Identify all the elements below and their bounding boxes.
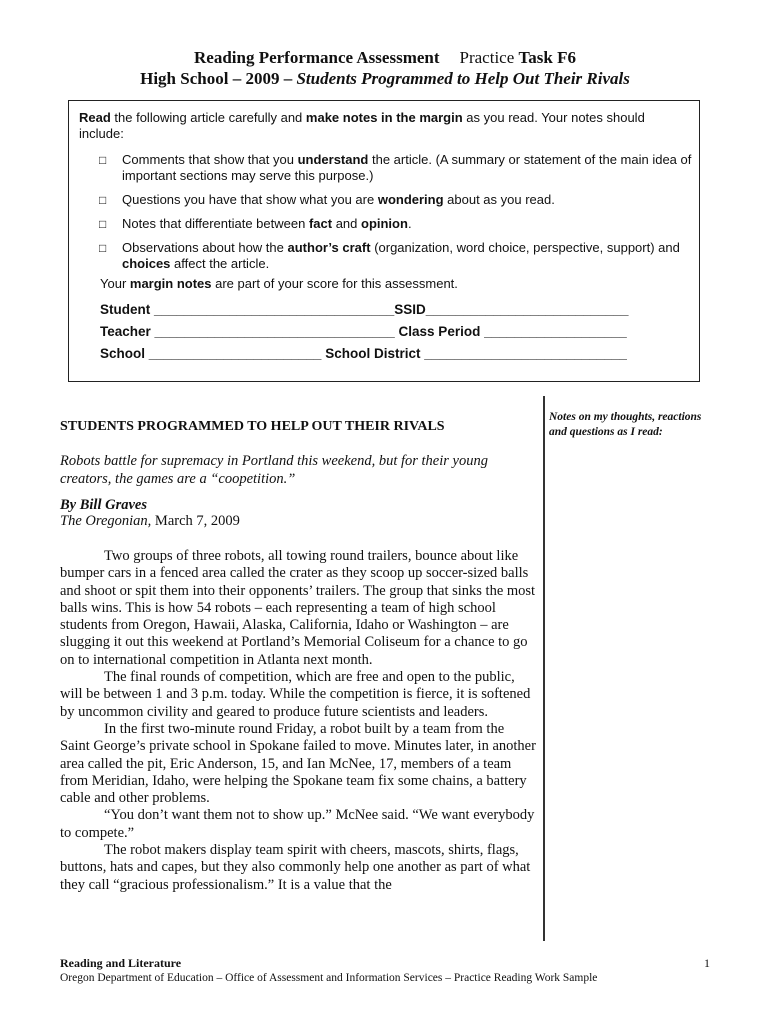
footer-department: Oregon Department of Education – Office of Assessment and Information Services – Practice Reading Work Sample (60, 972, 598, 984)
instructions-box: Read the following article carefully and make notes in the margin as you read. Your notes should include: □ Comments that show that you understand the article. (A summary or statement of the main idea of important sections may serve this purpose.) □ Questions you have that show what you are wondering about as you read. □ Notes that differentiate between fact and opinion. □ Observations about how the author’s craft (organization, word choice, perspective, support) and choices affect the article. Your margin notes are part of your score for this assessment. Student ________________________________SSID___________________________ Teacher ________________________________ Class Period ___________________ School _______________________ School District ___________________________ (68, 100, 700, 382)
task-label: Task F6 (518, 48, 576, 67)
article-byline: By Bill Graves (60, 497, 147, 513)
publication-name: The Oregonian, (60, 513, 152, 529)
article-paragraph: The final rounds of competition, which are free and open to the public, will be between 1 and 3 p.m. today. While the competition is fierce, it is softened by uncommon civility and geared to produce future scientists and leaders. (60, 669, 531, 720)
article-source (60, 513, 240, 530)
assessment-title: Reading Performance Assessment (194, 48, 440, 67)
checkbox-icon: □ (99, 217, 107, 231)
instructions-intro: Read the following article carefully and make notes in the margin as you read. Your notes should include: (79, 110, 645, 141)
margin-notes-heading: Notes on my thoughts, reactions and questions as I read: (549, 411, 702, 438)
score-note: Your margin notes are part of your score for this assessment. (100, 276, 458, 291)
teacher-class-period-field[interactable]: Teacher ________________________________ Class Period ___________________ (100, 324, 627, 339)
checkbox-icon: □ (99, 241, 107, 255)
level-label: High School – 2009 – (140, 69, 297, 88)
publication-date: March 7, 2009 (151, 513, 240, 529)
assessment-subheader (0, 69, 770, 89)
article-body (60, 548, 536, 894)
article-subtitle: Robots battle for supremacy in Portland this weekend, but for their young creators, the games are a “coopetition.” (60, 453, 488, 487)
article-paragraph: “You don’t want them not to show up.” McNee said. “We want everybody to compete.” (60, 807, 535, 841)
article-paragraph: In the first two-minute round Friday, a robot built by a team from the Saint George’s private school in Spokane failed to move. Minutes later, in another area called the pit, Eric Anderson, 15, and Ian McNee, 17, members of a team from Meridian, Idaho, were helping the Spokane team fix some chains, a battery cable and other problems. (60, 720, 536, 807)
practice-label: Practice (459, 48, 519, 67)
assessment-header (0, 48, 770, 68)
article-title: STUDENTS PROGRAMMED TO HELP OUT THEIR RIVALS (60, 419, 445, 434)
checkbox-icon: □ (99, 193, 107, 207)
checkbox-icon: □ (99, 153, 107, 167)
page-number: 1 (704, 956, 710, 970)
margin-divider (543, 396, 545, 941)
school-district-field[interactable]: School _______________________ School District ___________________________ (100, 346, 627, 361)
student-ssid-field[interactable]: Student ________________________________SSID___________________________ (100, 302, 629, 317)
footer-subject: Reading and Literature (60, 956, 182, 970)
article-paragraph: Two groups of three robots, all towing round trailers, bounce about like bumper cars in a fenced area called the crater as they scoop up soccer-sized balls and shoot or spit them into their opponents’ trailers. The group that sinks the most balls wins. This is how 54 robots – each representing a team of high school students from Oregon, Hawaii, Alaska, California, Idaho or Washington – are slugging it out this weekend at Portland’s Memorial Coliseum for a chance to go on to international competition in Atlanta next month. (60, 548, 536, 668)
article-name: Students Programmed to Help Out Their Rivals (296, 69, 630, 88)
article-paragraph: The robot makers display team spirit with cheers, mascots, shirts, flags, buttons, hats and capes, but they also commonly help one another as part of what they call “gracious professionalism.” It is a value that the (60, 842, 531, 893)
